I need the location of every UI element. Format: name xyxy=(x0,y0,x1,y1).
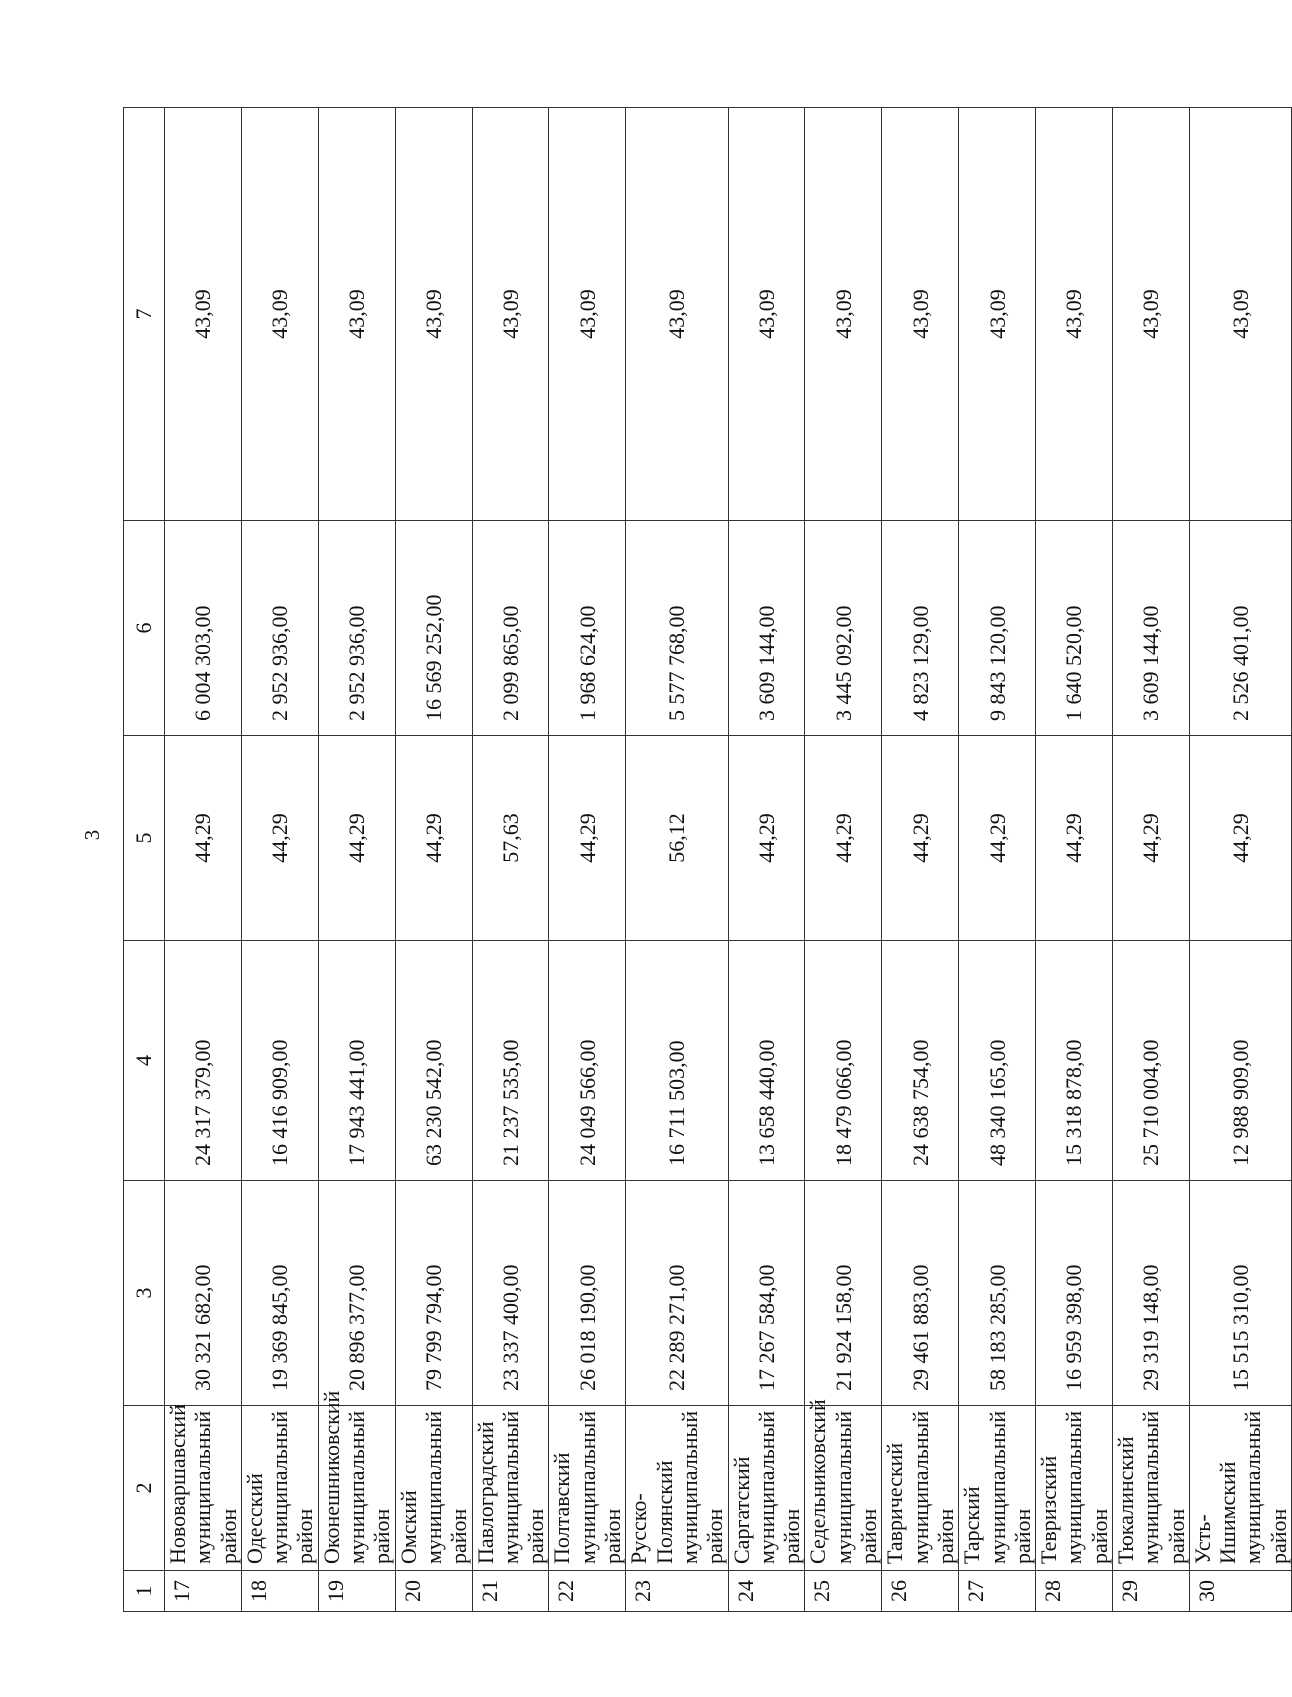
col-4-value: 15 318 878,00 xyxy=(1036,941,1113,1181)
col-4-value: 18 479 066,00 xyxy=(805,941,882,1181)
district-name xyxy=(805,1399,882,1571)
col-4-value: 13 658 440,00 xyxy=(728,941,805,1181)
col-6-value: 2 952 936,00 xyxy=(318,521,395,736)
district-name-line-2: муниципальный район xyxy=(753,1410,805,1564)
header-col-5: 5 xyxy=(124,736,165,941)
district-name-line-1: Оконешниковский xyxy=(318,1390,344,1564)
district-name-line-1: Усть-Ишимский xyxy=(1189,1461,1241,1564)
col-6-value: 5 577 768,00 xyxy=(626,521,728,736)
table-container xyxy=(123,108,1291,1612)
table-row xyxy=(165,108,242,1612)
row-number: 18 xyxy=(241,1571,318,1612)
col-4-value: 16 416 909,00 xyxy=(241,941,318,1181)
col-3-value: 15 515 310,00 xyxy=(1189,1181,1291,1406)
row-number: 28 xyxy=(1036,1571,1113,1612)
col-7-value: 43,09 xyxy=(395,108,472,521)
col-3-value: 21 924 158,00 xyxy=(805,1181,882,1406)
col-5-value: 44,29 xyxy=(318,736,395,941)
district-name xyxy=(549,1406,626,1571)
col-3-value: 29 461 883,00 xyxy=(882,1181,959,1406)
row-number: 27 xyxy=(959,1571,1036,1612)
col-4-value: 24 317 379,00 xyxy=(165,941,242,1181)
district-name-line-2: муниципальный район xyxy=(676,1410,728,1564)
col-3-value: 58 183 285,00 xyxy=(959,1181,1036,1406)
col-3-value: 20 896 377,00 xyxy=(318,1181,395,1406)
table-row xyxy=(626,108,728,1612)
district-name-line-2: муниципальный район xyxy=(830,1410,882,1564)
col-4-value: 24 638 754,00 xyxy=(882,941,959,1181)
col-3-value: 16 959 398,00 xyxy=(1036,1181,1113,1406)
row-number: 26 xyxy=(882,1571,959,1612)
district-name-line-1: Полтавский xyxy=(549,1452,575,1564)
col-6-value: 3 609 144,00 xyxy=(728,521,805,736)
col-5-value: 44,29 xyxy=(805,736,882,941)
district-name-line-1: Тевризский xyxy=(1036,1455,1062,1564)
district-name-line-2: муниципальный район xyxy=(907,1410,958,1564)
col-7-value: 43,09 xyxy=(626,108,728,521)
col-6-value: 6 004 303,00 xyxy=(165,521,242,736)
col-7-value: 43,09 xyxy=(1112,108,1189,521)
data-table xyxy=(123,107,1292,1612)
col-3-value: 19 369 845,00 xyxy=(241,1181,318,1406)
row-number: 17 xyxy=(165,1571,242,1612)
row-number: 23 xyxy=(626,1571,728,1612)
table-row xyxy=(241,108,318,1612)
col-3-value: 17 267 584,00 xyxy=(728,1181,805,1406)
header-col-3: 3 xyxy=(124,1181,165,1406)
table-body xyxy=(165,108,1292,1612)
table-row xyxy=(318,108,395,1612)
col-6-value: 3 609 144,00 xyxy=(1112,521,1189,736)
district-name-line-2: муниципальный район xyxy=(574,1410,626,1564)
district-name xyxy=(1036,1406,1113,1571)
row-number: 24 xyxy=(728,1571,805,1612)
district-name-line-2: муниципальный район xyxy=(1138,1410,1189,1564)
district-name xyxy=(165,1406,242,1571)
header-col-6: 6 xyxy=(124,521,165,736)
table-row xyxy=(549,108,626,1612)
col-4-value: 12 988 909,00 xyxy=(1189,941,1291,1181)
col-5-value: 44,29 xyxy=(1189,736,1291,941)
district-name xyxy=(728,1406,805,1571)
col-3-value: 26 018 190,00 xyxy=(549,1181,626,1406)
row-number: 19 xyxy=(318,1571,395,1612)
table-header xyxy=(124,108,165,1612)
col-5-value: 44,29 xyxy=(882,736,959,941)
district-name xyxy=(1189,1406,1291,1571)
district-name-line-1: Тарский xyxy=(959,1486,985,1564)
table-row xyxy=(1036,108,1113,1612)
col-7-value: 43,09 xyxy=(1036,108,1113,521)
district-name-line-1: Седельниковский xyxy=(805,1399,831,1564)
col-4-value: 16 711 503,00 xyxy=(626,941,728,1181)
col-5-value: 44,29 xyxy=(165,736,242,941)
col-7-value: 43,09 xyxy=(241,108,318,521)
district-name-line-2: муниципальный район xyxy=(190,1410,241,1564)
row-number: 25 xyxy=(805,1571,882,1612)
col-7-value: 43,09 xyxy=(472,108,549,521)
district-name-line-2: муниципальный район xyxy=(267,1410,318,1564)
district-name xyxy=(395,1406,472,1571)
district-name-line-2: муниципальный район xyxy=(497,1410,549,1564)
district-name-line-1: Нововаршавский xyxy=(165,1404,190,1564)
table-row xyxy=(472,108,549,1612)
col-3-value: 22 289 271,00 xyxy=(626,1181,728,1406)
district-name xyxy=(318,1390,395,1571)
header-col-7: 7 xyxy=(124,108,165,521)
header-col-2: 2 xyxy=(124,1406,165,1571)
col-6-value: 2 099 865,00 xyxy=(472,521,549,736)
col-5-value: 44,29 xyxy=(241,736,318,941)
col-6-value: 9 843 120,00 xyxy=(959,521,1036,736)
row-number: 20 xyxy=(395,1571,472,1612)
district-name xyxy=(626,1406,728,1571)
district-name-line-1: Омский xyxy=(395,1490,421,1564)
district-name xyxy=(1112,1406,1189,1571)
col-7-value: 43,09 xyxy=(318,108,395,521)
col-5-value: 44,29 xyxy=(959,736,1036,941)
col-4-value: 48 340 165,00 xyxy=(959,941,1036,1181)
row-number: 29 xyxy=(1112,1571,1189,1612)
district-name xyxy=(959,1406,1036,1571)
col-5-value: 56,12 xyxy=(626,736,728,941)
col-5-value: 57,63 xyxy=(472,736,549,941)
col-6-value: 2 526 401,00 xyxy=(1189,521,1291,736)
col-7-value: 43,09 xyxy=(1189,108,1291,521)
col-5-value: 44,29 xyxy=(549,736,626,941)
row-number: 22 xyxy=(549,1571,626,1612)
header-row xyxy=(124,108,165,1612)
col-7-value: 43,09 xyxy=(959,108,1036,521)
row-number: 21 xyxy=(472,1571,549,1612)
col-7-value: 43,09 xyxy=(882,108,959,521)
district-name-line-1: Таврический xyxy=(882,1442,908,1564)
district-name xyxy=(882,1406,959,1571)
col-5-value: 44,29 xyxy=(395,736,472,941)
district-name-line-2: муниципальный район xyxy=(344,1410,395,1564)
district-name-line-1: Одесский xyxy=(241,1473,267,1564)
page-number: 3 xyxy=(80,829,104,841)
header-col-1: 1 xyxy=(124,1571,165,1612)
district-name-line-1: Тюкалинский xyxy=(1112,1436,1138,1564)
col-4-value: 63 230 542,00 xyxy=(395,941,472,1181)
col-5-value: 44,29 xyxy=(1036,736,1113,941)
table-row xyxy=(728,108,805,1612)
col-6-value: 16 569 252,00 xyxy=(395,521,472,736)
col-3-value: 79 799 794,00 xyxy=(395,1181,472,1406)
table-row xyxy=(395,108,472,1612)
table-row xyxy=(959,108,1036,1612)
table-row xyxy=(1112,108,1189,1612)
district-name-line-2: муниципальный район xyxy=(984,1410,1035,1564)
district-name-line-1: Саргатский xyxy=(728,1456,754,1564)
district-name-line-1: Русско-Полянский xyxy=(626,1460,677,1564)
col-7-value: 43,09 xyxy=(165,108,242,521)
header-col-4: 4 xyxy=(124,941,165,1181)
col-4-value: 17 943 441,00 xyxy=(318,941,395,1181)
col-4-value: 24 049 566,00 xyxy=(549,941,626,1181)
table-row xyxy=(805,108,882,1612)
col-3-value: 29 319 148,00 xyxy=(1112,1181,1189,1406)
col-5-value: 44,29 xyxy=(1112,736,1189,941)
district-name-line-2: муниципальный район xyxy=(1240,1410,1291,1564)
district-name-line-1: Павлоградский xyxy=(472,1421,498,1564)
col-3-value: 30 321 682,00 xyxy=(165,1181,242,1406)
col-6-value: 4 823 129,00 xyxy=(882,521,959,736)
col-6-value: 2 952 936,00 xyxy=(241,521,318,736)
row-number: 30 xyxy=(1189,1571,1291,1612)
district-name xyxy=(241,1406,318,1571)
district-name xyxy=(472,1406,549,1571)
col-3-value: 23 337 400,00 xyxy=(472,1181,549,1406)
table-row xyxy=(1189,108,1291,1612)
col-7-value: 43,09 xyxy=(805,108,882,521)
col-4-value: 21 237 535,00 xyxy=(472,941,549,1181)
district-name-line-2: муниципальный район xyxy=(1061,1410,1112,1564)
col-5-value: 44,29 xyxy=(728,736,805,941)
district-name-line-2: муниципальный район xyxy=(420,1410,472,1564)
col-6-value: 1 968 624,00 xyxy=(549,521,626,736)
col-7-value: 43,09 xyxy=(549,108,626,521)
col-6-value: 1 640 520,00 xyxy=(1036,521,1113,736)
table-row xyxy=(882,108,959,1612)
col-6-value: 3 445 092,00 xyxy=(805,521,882,736)
col-7-value: 43,09 xyxy=(728,108,805,521)
col-4-value: 25 710 004,00 xyxy=(1112,941,1189,1181)
